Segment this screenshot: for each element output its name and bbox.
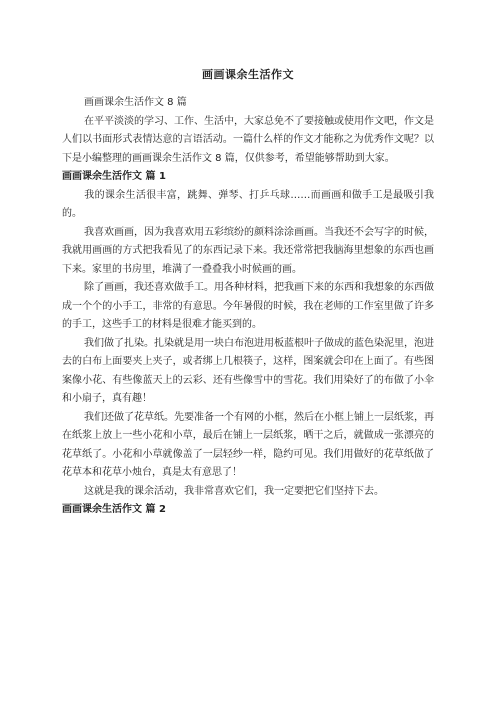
- section-1-heading: 画画课余生活作文 篇 1: [62, 171, 166, 182]
- document-subtitle: 画画课余生活作文 8 篇: [84, 97, 187, 108]
- paragraph: 我喜欢画画，因为我喜欢用五彩缤纷的颜料涂涂画画。当我还不会写字的时候，我就用画画的方式把我看见了的东西记录下来。我还常常把我脑海里想象的东西也画下来。家里的书房里，堆满了一叠叠我小时候画的画。: [62, 226, 434, 275]
- paragraph: 我们做了扎染。扎染就是用一块白布泡进用板蓝根叶子做成的蓝色染泥里，泡进去的白布上面要夹上夹子，或者绑上几根筷子，这样，图案就会印在上面了。有些图案像小花、有些像蓝天上的云彩、还有些像雪中的雪花。我们用染好了的布做了小伞和小扇子，真有趣！: [62, 337, 434, 404]
- paragraph: 我们还做了花草纸。先要准备一个有网的小框，然后在小框上铺上一层纸浆，再在纸浆上放上一些小花和小草，最后在铺上一层纸浆，晒干之后，就做成一张漂亮的花草纸了。小花和小草就像盖了一层轻纱一样，隐约可见。我们用做好的花草纸做了花草本和花草小烛台，真是太有意思了！: [62, 411, 434, 478]
- section-2-heading: 画画课余生活作文 篇 2: [62, 504, 166, 515]
- intro-paragraph: 在平平淡淡的学习、工作、生活中，大家总免不了要接触或使用作文吧，作文是人们以书面形式表情达意的言语活动。一篇什么样的作文才能称之为优秀作文呢？以下是小编整理的画画课余生活作文 8 篇，仅供参考，希望能够帮助到大家。: [62, 115, 434, 164]
- paragraph: 除了画画，我还喜欢做手工。用各种材料，把我画下来的东西和我想象的东西做成一个个的小手工，非常的有意思。今年暑假的时候，我在老师的工作室里做了许多的手工，这些手工的材料是很难才能买到的。: [62, 282, 434, 330]
- paragraph: 我的课余生活很丰富，跳舞、弹琴、打乒乓球……而画画和做手工是最吸引我的。: [62, 189, 434, 219]
- paragraph: 这就是我的课余活动，我非常喜欢它们，我一定要把它们坚持下去。: [84, 485, 384, 497]
- document-body: [62, 94, 434, 520]
- document-title: 画画课余生活作文: [202, 68, 294, 81]
